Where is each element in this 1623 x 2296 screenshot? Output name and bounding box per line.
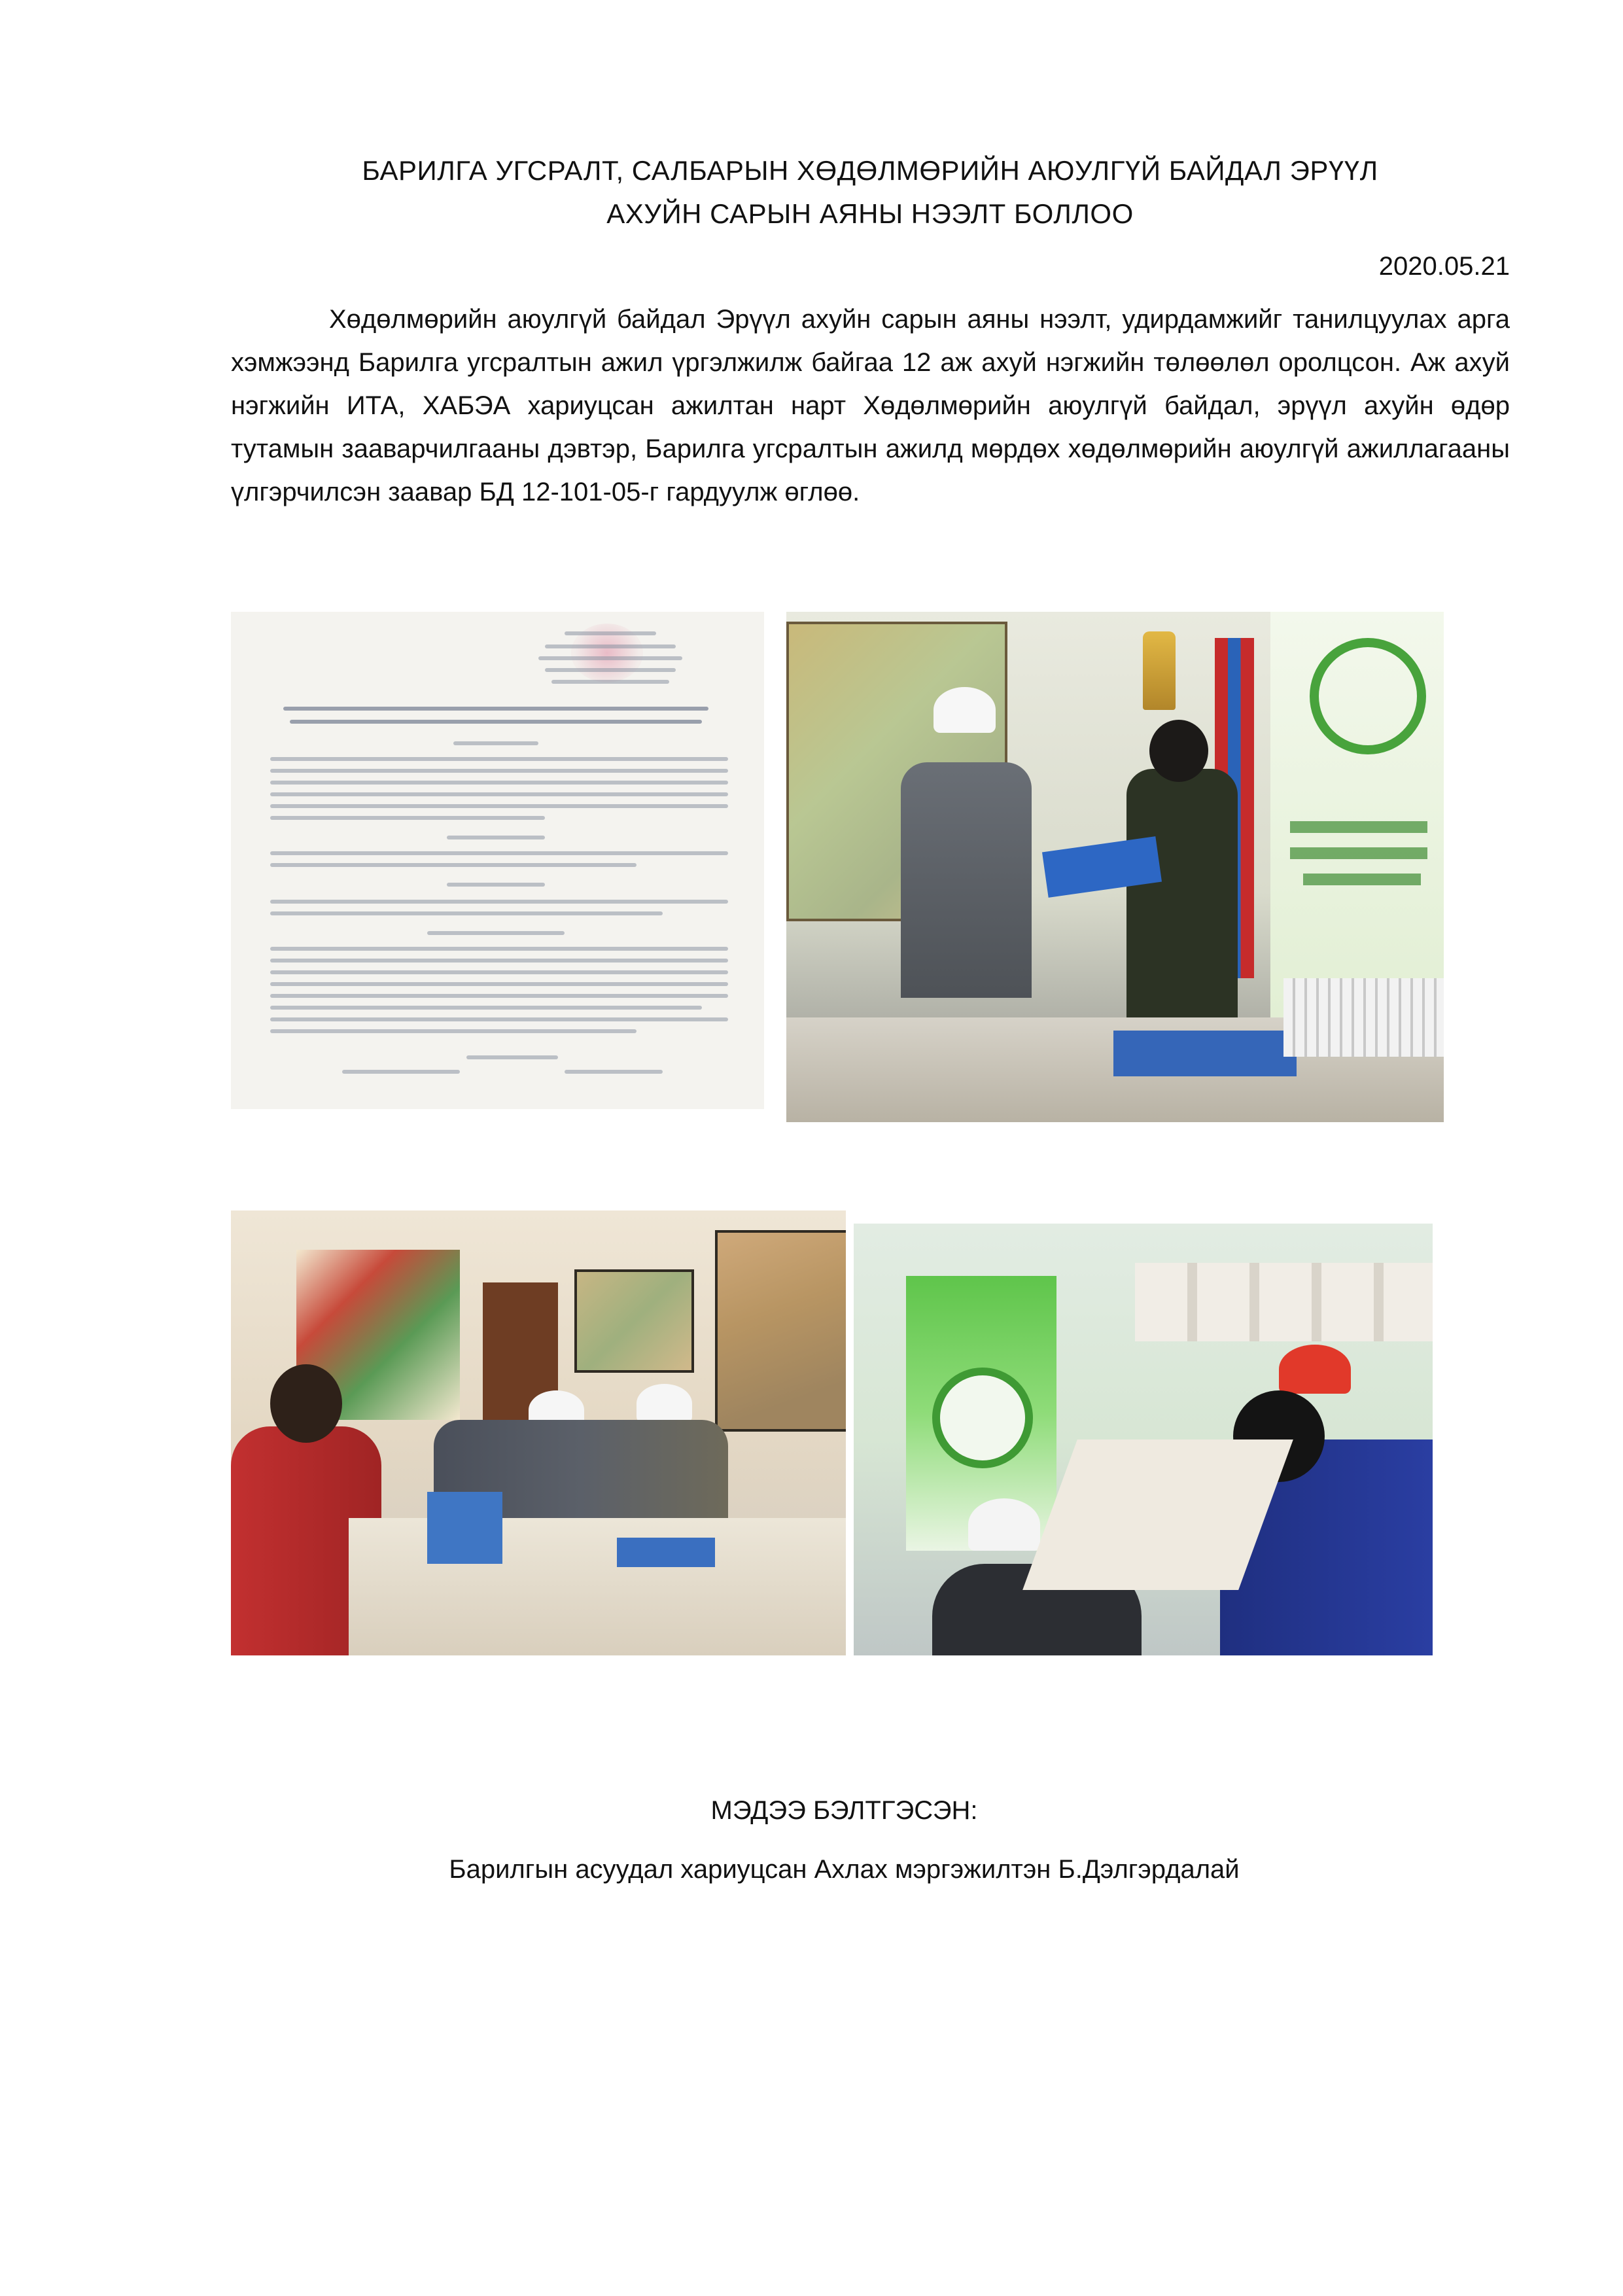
wall-map-2 [715, 1230, 846, 1432]
wall-map-1 [574, 1269, 694, 1373]
photo-meeting-room [231, 1210, 846, 1655]
meeting-table [349, 1518, 846, 1655]
title-line-1: БАРИЛГА УГСРАЛТ, САЛБАРЫН ХӨДӨЛМӨРИЙН АЮУЛГҮЙ БАЙДАЛ ЭРҮҮЛ [362, 155, 1378, 186]
trophy [1143, 631, 1176, 710]
wall-chairs [1135, 1263, 1433, 1341]
body-paragraph: Хөдөлмөрийн аюулгүй байдал Эрүүл ахуйн сарын аяны нээлт, удирдамжийг танилцуулах арга хэмжээнд Барилга угсралтын ажил үргэлжилж байгаа 12 аж ахуй нэгжийн төлөөлөл оролцсон. Аж ахуй нэгжийн ИТА, ХАБЭА хариуцсан ажилтан нарт Хөдөлмөрийн аюулгүй байдал, эрүүл ахуйн өдөр тутамын зааварчилгааны дэвтэр, Барилга угсралтын ажилд мөрдөх хөдөлмөрийн аюулгүй ажиллагааны үлгэрчилсэн заавар БД 12-101-05-г гардуулж өглөө. [231, 305, 1510, 506]
document-text-lines [257, 612, 738, 1109]
document-title [249, 149, 1492, 236]
title-line-2: АХУЙН САРЫН АЯНЫ НЭЭЛТ БОЛЛОО [606, 198, 1134, 229]
prepared-by-name: Барилгын асуудал хариуцсан Ахлах мэргэжилтэн Б.Дэлгэрдалай [449, 1855, 1240, 1884]
person-worker-helmet [934, 687, 996, 733]
person-worker [901, 762, 1032, 998]
banner-logo [1310, 638, 1426, 754]
laptop [427, 1492, 502, 1564]
person-red-jacket-head [270, 1364, 342, 1443]
prepared-by-label: МЭДЭЭ БЭЛТГЭСЭН: [710, 1796, 978, 1825]
manual-on-table [617, 1538, 715, 1567]
document-date: 2020.05.21 [1378, 252, 1510, 281]
photo-meeting-closeup [854, 1224, 1433, 1655]
photo-signed-document [231, 612, 764, 1109]
person-woman-head [1149, 720, 1208, 782]
person-woman [1126, 769, 1238, 1031]
person-white-helmet-2 [637, 1384, 692, 1423]
photo-handing-over-manuals [786, 612, 1444, 1122]
prepared-by-author [0, 1855, 1623, 1884]
person-white-helmet [968, 1498, 1040, 1551]
radiator [1283, 978, 1444, 1057]
banner-text [1290, 821, 1427, 833]
green-banner-logo [932, 1368, 1033, 1468]
prepared-by-heading [0, 1796, 1623, 1826]
person-red-helmet [1279, 1345, 1351, 1394]
books-on-desk [1113, 1031, 1297, 1076]
